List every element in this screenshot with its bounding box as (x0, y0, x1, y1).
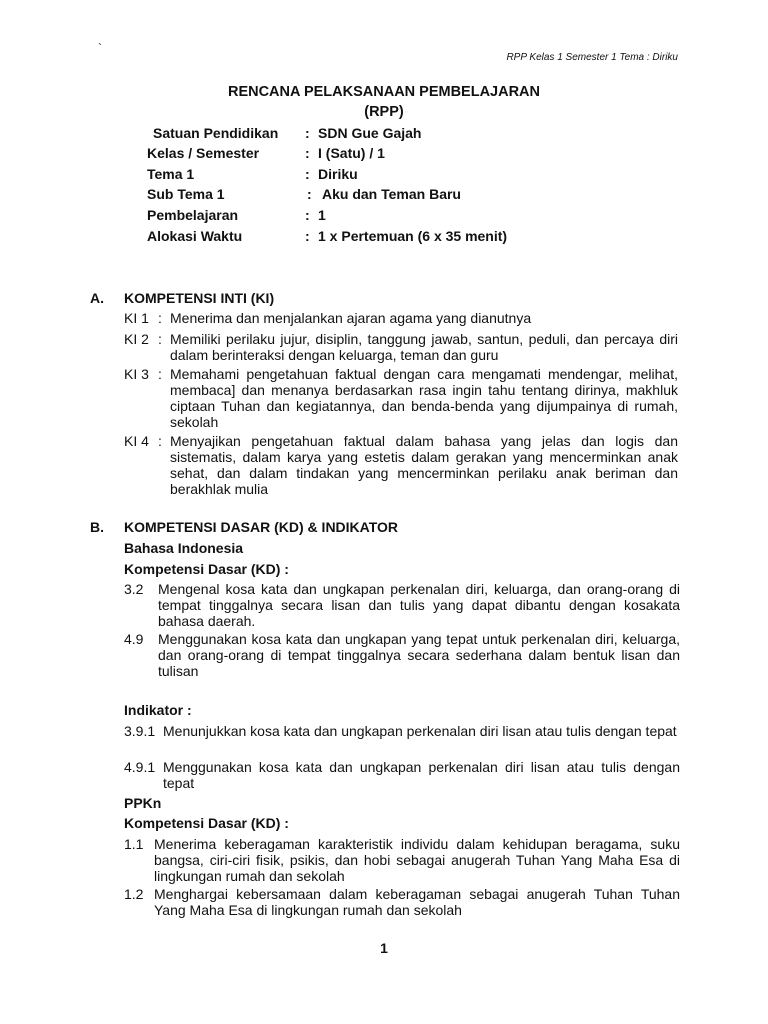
section-a-heading: KOMPETENSI INTI (KI) (124, 290, 275, 306)
section-b-heading: KOMPETENSI DASAR (KD) & INDIKATOR (124, 519, 399, 535)
kd-code: 1.1 (124, 836, 144, 852)
identity-value: 1 (318, 207, 326, 223)
identity-row (0, 145, 768, 163)
identity-label: Pembelajaran (147, 207, 239, 223)
document-subtitle: (RPP) (364, 104, 404, 120)
kd-code: 4.9 (124, 631, 144, 647)
ki-colon: : (158, 433, 162, 449)
identity-colon: : (307, 186, 312, 202)
indikator-heading: Indikator : (124, 702, 192, 718)
indikator-text: Menunjukkan kosa kata dan ungkapan perkenalan diri lisan atau tulis dengan tepat (163, 723, 677, 739)
ki-colon: : (158, 366, 162, 382)
identity-label: Alokasi Waktu (147, 228, 243, 244)
kd-code: 1.2 (124, 886, 144, 902)
section-a-letter: A. (90, 290, 104, 306)
identity-label: Satuan Pendidikan (153, 125, 279, 141)
identity-colon: : (305, 125, 310, 141)
identity-value: Aku dan Teman Baru (322, 186, 461, 202)
identity-value: 1 x Pertemuan (6 x 35 menit) (318, 228, 508, 244)
indikator-text: Menggunakan kosa kata dan ungkapan perkenalan diri lisan atau tulis dengan tepat (163, 759, 680, 791)
ki-colon: : (158, 310, 162, 326)
kd-text: Menggunakan kosa kata dan ungkapan yang tepat untuk perkenalan diri, keluarga, dan orang-orang di tempat tinggalnya secara sederhana dalam bentuk lisan dan tulisan (158, 631, 680, 679)
kd-text: Menghargai kebersamaan dalam keberagaman sebagai anugerah Tuhan Tuhan Yang Maha Esa di lingkungan rumah dan sekolah (154, 886, 680, 918)
ki-code: KI 4 (124, 433, 149, 449)
subject-heading: Bahasa Indonesia (124, 540, 244, 556)
identity-value: Diriku (318, 166, 358, 182)
indikator-code: 4.9.1 (124, 759, 156, 775)
kd-text (158, 581, 680, 629)
ki-text: Menerima dan menjalankan ajaran agama yang dianutnya (170, 310, 532, 326)
section-b-letter: B. (90, 519, 104, 535)
kd-heading: Kompetensi Dasar (KD) : (124, 561, 289, 577)
identity-label: Kelas / Semester (147, 145, 260, 161)
indikator-code: 3.9.1 (124, 723, 156, 739)
identity-colon: : (305, 207, 310, 223)
identity-row (0, 166, 768, 184)
identity-row (0, 207, 768, 225)
identity-row (0, 125, 768, 143)
kd-text-content: Mengenal kosa kata dan ungkapan perkenalan diri, keluarga, dan orang-orang di tempat tinggalnya secara lisan dan tulis yang dapat dibantu dengan kosakata bahasa daerah. (158, 581, 680, 629)
identity-colon: : (305, 166, 310, 182)
identity-value: I (Satu) / 1 (318, 145, 385, 161)
subject-heading: PPKn (124, 795, 162, 811)
identity-row (0, 228, 768, 246)
kd-code: 3.2 (124, 581, 144, 597)
ki-code: KI 2 (124, 331, 149, 347)
ki-colon: : (158, 331, 162, 347)
stray-mark: ` (98, 41, 102, 55)
identity-colon: : (305, 145, 310, 161)
running-header: RPP Kelas 1 Semester 1 Tema : Diriku (506, 52, 678, 63)
identity-value: SDN Gue Gajah (318, 125, 422, 141)
identity-colon: : (305, 228, 310, 244)
identity-label: Tema 1 (147, 166, 195, 182)
document-title: RENCANA PELAKSANAAN PEMBELAJARAN (227, 84, 541, 100)
page-number: 1 (380, 940, 388, 956)
ki-code: KI 1 (124, 310, 149, 326)
identity-label: Sub Tema 1 (147, 186, 225, 202)
ki-text: Menyajikan pengetahuan faktual dalam bahasa yang jelas dan logis dan sistematis, dalam karya yang estetis dalam gerakan yang mencerminkan anak sehat, dan dalam tindakan yang mencerminkan perilaku anak beriman dan berakhlak mulia (170, 433, 678, 497)
ki-code: KI 3 (124, 366, 149, 382)
kd-text: Menerima keberagaman karakteristik individu dalam kehidupan beragama, suku bangsa, ciri-ciri fisik, psikis, dan hobi sebagai anugerah Tuhan Yang Maha Esa di lingkungan rumah dan sekolah (154, 836, 680, 884)
ki-text: Memahami pengetahuan faktual dengan cara mengamati mendengar, melihat, membaca] dan menanya berdasarkan rasa ingin tahu tentang dirinya, makhluk ciptaan Tuhan dan kegiatannya, dan benda-benda yang dijumpainya di rumah, sekolah (170, 366, 678, 430)
kd-heading: Kompetensi Dasar (KD) : (124, 815, 289, 831)
identity-row (0, 186, 768, 204)
ki-text: Memiliki perilaku jujur, disiplin, tanggung jawab, santun, peduli, dan percaya diri dalam berinteraksi dengan keluarga, teman dan guru (170, 331, 678, 363)
